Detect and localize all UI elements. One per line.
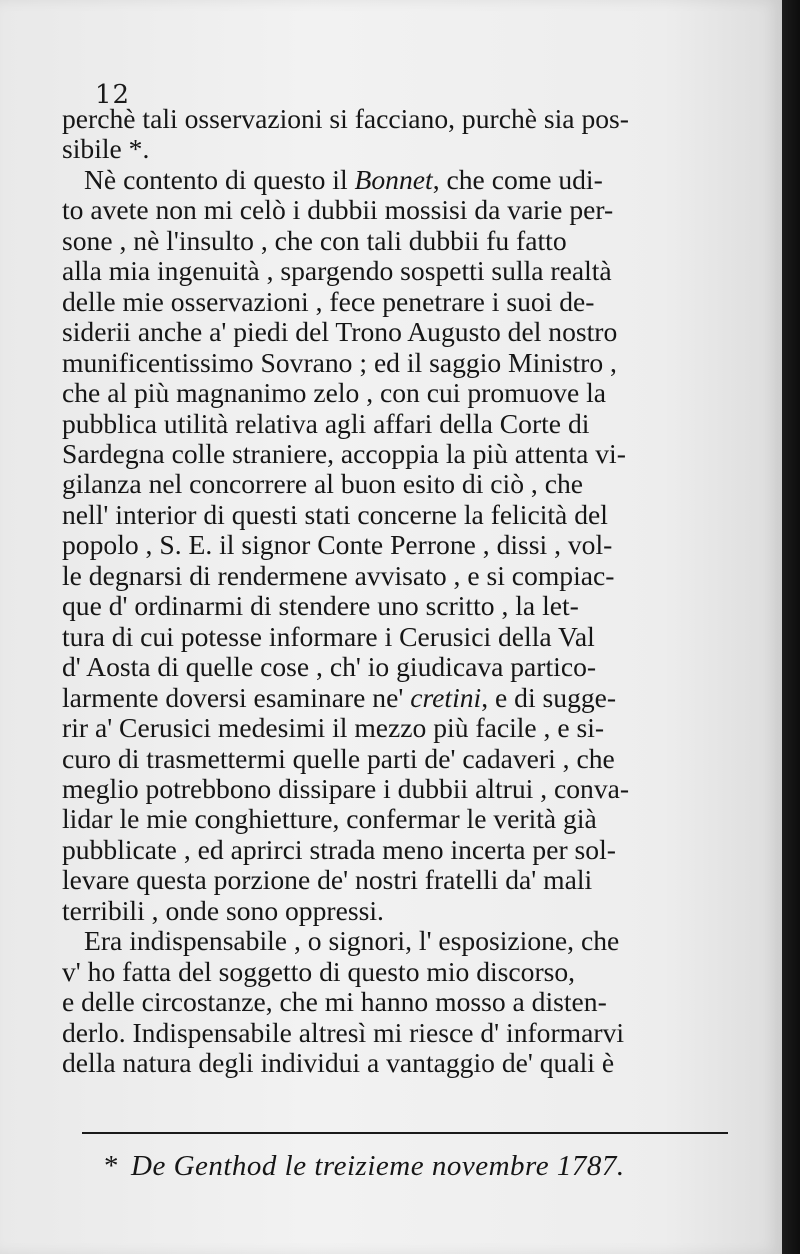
footnote xyxy=(104,1150,625,1183)
paragraph-3 xyxy=(62,926,734,1078)
text-line: delle mie osservazioni , fece penetrare i suoi de- xyxy=(62,285,595,317)
text-line: curo di trasmettermi quelle parti de' cadaveri , che xyxy=(62,742,615,774)
text-line: Era indispensabile , o signori, l' esposizione, che xyxy=(84,925,620,957)
text-line: meglio potrebbono dissipare i dubbii altrui , conva- xyxy=(62,772,630,804)
text-line: nell' interior di questi stati concerne la felicità del xyxy=(62,498,608,530)
text-line: Nè contento di questo il xyxy=(84,163,355,195)
text-line: gilanza nel concorrere al buon esito di ciò , che xyxy=(62,468,583,500)
text-line: munificentissimo Sovrano ; ed il saggio Ministro , xyxy=(62,346,617,378)
text-line: rir a' Cerusici medesimi il mezzo più facile , e si- xyxy=(62,712,605,744)
text-line: pubblica utilità relativa agli affari della Corte di xyxy=(62,407,590,439)
paragraph-1 xyxy=(62,104,734,165)
page-number: 12 xyxy=(95,80,131,110)
text-line: sone , nè l'insulto , che con tali dubbii fu fatto xyxy=(62,224,567,256)
text-line: , che come udi- xyxy=(432,163,603,195)
text-line: to avete non mi celò i dubbii mossisi da varie per- xyxy=(62,194,614,226)
text-line: pubblicate , ed aprirci strada meno incerta per sol- xyxy=(62,833,616,865)
body-text xyxy=(62,104,734,1079)
text-line: , e di sugge- xyxy=(481,681,617,713)
footnote-rule xyxy=(82,1132,728,1134)
text-line: levare questa porzione de' nostri fratelli da' mali xyxy=(62,864,593,896)
text-line: Sardegna colle straniere, accoppia la più attenta vi- xyxy=(62,437,626,469)
text-line: v' ho fatta del soggetto di questo mio discorso, xyxy=(62,955,576,987)
footnote-text: De Genthod le treizieme novembre 1787. xyxy=(131,1150,625,1182)
text-line: larmente doversi esaminare ne' xyxy=(62,681,411,713)
text-line: e delle circostanze, che mi hanno mosso a disten- xyxy=(62,986,607,1018)
text-line: della natura degli individui a vantaggio de' quali è xyxy=(62,1047,615,1079)
italic-word-cretini: cretini xyxy=(410,681,482,713)
text-line: sibile *. xyxy=(62,133,150,165)
text-line: derlo. Indispensabile altresì mi riesce d' informarvi xyxy=(62,1016,625,1048)
text-line: tura di cui potesse informare i Cerusici della Val xyxy=(62,620,595,652)
text-line: popolo , S. E. il signor Conte Perrone , dissi , vol- xyxy=(62,529,613,561)
text-line: che al più magnanimo zelo , con cui promuove la xyxy=(62,377,607,409)
footnote-mark: * xyxy=(104,1150,119,1182)
page-edge-shadow xyxy=(782,0,800,1254)
text-line: que d' ordinarmi di stendere uno scritto , la let- xyxy=(62,590,579,622)
text-line: le degnarsi di rendermene avvisato , e si compiac- xyxy=(62,559,615,591)
italic-name-bonnet: Bonnet xyxy=(354,163,433,195)
text-line: siderii anche a' piedi del Trono Augusto del nostro xyxy=(62,316,618,348)
paragraph-2 xyxy=(62,165,734,926)
text-line: alla mia ingenuità , spargendo sospetti sulla realtà xyxy=(62,255,612,287)
text-line: d' Aosta di quelle cose , ch' io giudicava partico- xyxy=(62,651,597,683)
text-line: lidar le mie conghietture, confermar le verità già xyxy=(62,803,597,835)
text-line: perchè tali osservazioni si facciano, purchè sia pos- xyxy=(62,103,629,134)
text-line: terribili , onde sono oppressi. xyxy=(62,894,384,926)
